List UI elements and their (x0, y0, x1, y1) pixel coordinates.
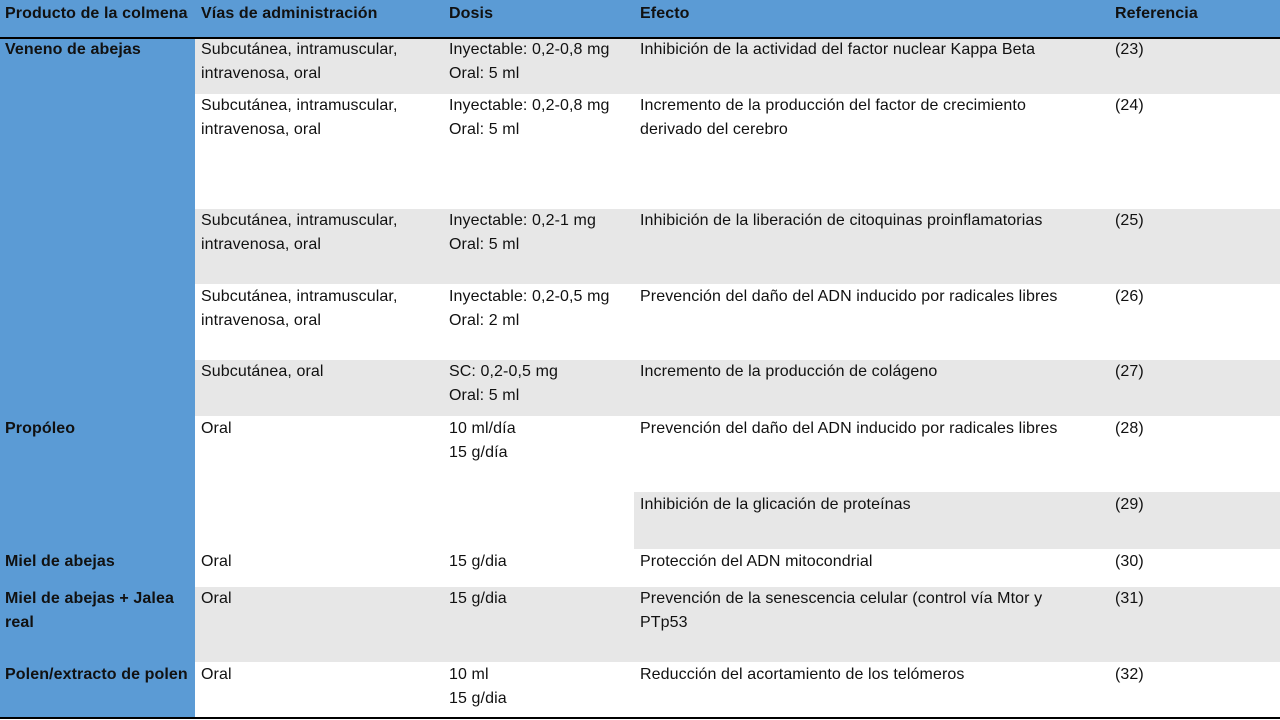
route-cell: Oral (201, 590, 232, 607)
product-propoleo: Propóleo (5, 420, 76, 437)
effect-cell: Reducción del acortamiento de los telómeros (640, 666, 965, 683)
reference-cell: (26) (1115, 288, 1144, 305)
dose-cell: 10 ml 15 g/dia (449, 666, 507, 707)
route-cell: Subcutánea, intramuscular, intravenosa, oral (201, 212, 398, 253)
dose-cell: Inyectable: 0,2-0,8 mg Oral: 5 ml (449, 41, 610, 82)
header-product: Producto de la colmena (5, 5, 188, 22)
header-route: Vías de administración (201, 5, 378, 22)
dose-cell: Inyectable: 0,2-0,8 mg Oral: 5 ml (449, 97, 610, 138)
reference-cell: (28) (1115, 420, 1144, 437)
effect-cell: Incremento de la producción de colágeno (640, 363, 938, 380)
dose-cell: 10 ml/día 15 g/día (449, 420, 516, 461)
reference-cell: (23) (1115, 41, 1144, 58)
route-cell: Subcutánea, intramuscular, intravenosa, oral (201, 41, 398, 82)
effect-cell: Prevención del daño del ADN inducido por radicales libres (640, 420, 1058, 437)
product-miel: Miel de abejas (5, 553, 115, 570)
dose-cell: Inyectable: 0,2-0,5 mg Oral: 2 ml (449, 288, 610, 329)
reference-cell: (25) (1115, 212, 1144, 229)
product-miel-jalea: Miel de abejas + Jalea real (5, 590, 174, 631)
dose-cell: SC: 0,2-0,5 mg Oral: 5 ml (449, 363, 559, 404)
header-dose: Dosis (449, 5, 494, 22)
effect-cell: Protección del ADN mitocondrial (640, 553, 873, 570)
reference-cell: (31) (1115, 590, 1144, 607)
effect-cell: Inhibición de la actividad del factor nuclear Kappa Beta (640, 41, 1036, 58)
effect-cell: Prevención de la senescencia celular (control vía Mtor y PTp53 (640, 590, 1043, 631)
header-reference: Referencia (1115, 5, 1198, 22)
reference-cell: (27) (1115, 363, 1144, 380)
route-cell: Oral (201, 666, 232, 683)
dose-cell: Inyectable: 0,2-1 mg Oral: 5 ml (449, 212, 596, 253)
reference-cell: (30) (1115, 553, 1144, 570)
effect-cell: Incremento de la producción del factor de crecimiento derivado del cerebro (640, 97, 1026, 138)
route-cell: Oral (201, 553, 232, 570)
effect-cell: Prevención del daño del ADN inducido por radicales libres (640, 288, 1058, 305)
route-cell: Subcutánea, oral (201, 363, 324, 380)
route-cell: Subcutánea, intramuscular, intravenosa, oral (201, 97, 398, 138)
route-cell: Oral (201, 420, 232, 437)
reference-cell: (24) (1115, 97, 1144, 114)
product-polen: Polen/extracto de polen (5, 666, 188, 683)
dose-cell: 15 g/dia (449, 553, 507, 570)
reference-cell: (32) (1115, 666, 1144, 683)
dose-cell: 15 g/dia (449, 590, 507, 607)
table-bottom-border (0, 717, 1280, 719)
route-cell: Subcutánea, intramuscular, intravenosa, oral (201, 288, 398, 329)
reference-cell: (29) (1115, 496, 1144, 513)
effect-cell: Inhibición de la glicación de proteínas (640, 496, 911, 513)
product-veneno: Veneno de abejas (5, 41, 141, 58)
effect-cell: Inhibición de la liberación de citoquinas proinflamatorias (640, 212, 1043, 229)
header-effect: Efecto (640, 5, 690, 22)
